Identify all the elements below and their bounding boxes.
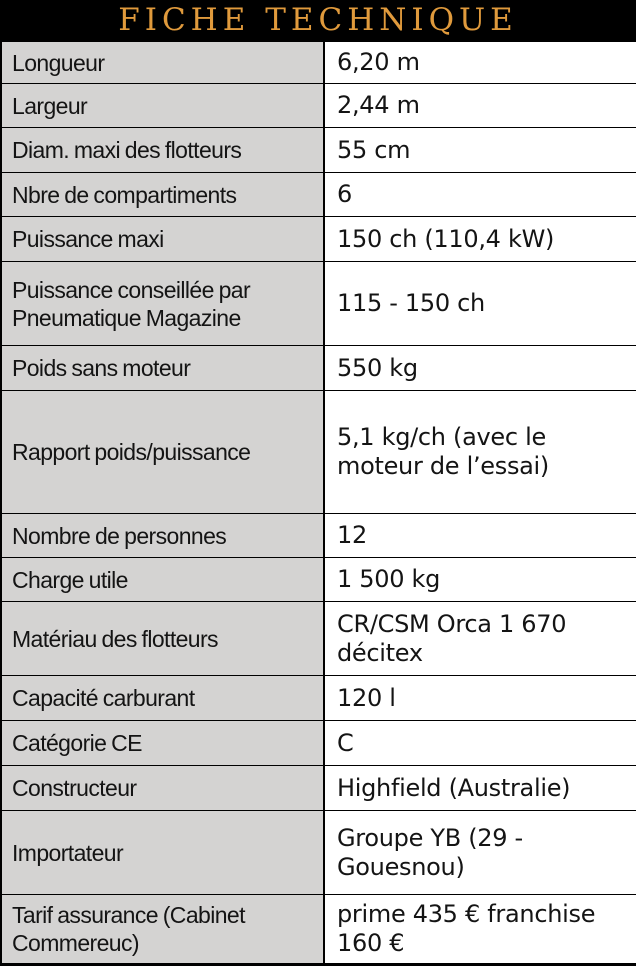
spec-value: 6: [325, 173, 636, 216]
spec-label: Longueur: [2, 42, 325, 83]
spec-label: Constructeur: [2, 766, 325, 810]
spec-label: Largeur: [2, 84, 325, 127]
spec-value: 55 cm: [325, 128, 636, 172]
spec-value: 150 ch (110,4 kW): [325, 217, 636, 261]
spec-label: Rapport poids/puissance: [2, 391, 325, 513]
spec-value: prime 435 € franchise 160 €: [325, 895, 636, 963]
spec-value: Highfield (Australie): [325, 766, 636, 810]
spec-row-categorie: [2, 721, 636, 766]
spec-row-carburant: [2, 676, 636, 721]
spec-row-tarif: [2, 895, 636, 964]
spec-row-compartiments: [2, 173, 636, 217]
spec-value: 2,44 m: [325, 84, 636, 127]
spec-label: Puissance conseillée par Pneumatique Magazine: [2, 262, 325, 345]
spec-value: 1 500 kg: [325, 558, 636, 601]
spec-label: Catégorie CE: [2, 721, 325, 765]
spec-label: Importateur: [2, 811, 325, 894]
spec-value: 120 l: [325, 676, 636, 720]
spec-row-materiau: [2, 602, 636, 676]
spec-value: CR/CSM Orca 1 670 décitex: [325, 602, 636, 675]
spec-value: 550 kg: [325, 346, 636, 390]
spec-row-diametre: [2, 128, 636, 173]
spec-value: C: [325, 721, 636, 765]
spec-label: Nombre de personnes: [2, 514, 325, 557]
sheet-title: FICHE TECHNIQUE: [118, 1, 518, 38]
spec-label: Charge utile: [2, 558, 325, 601]
spec-row-puissance-maxi: [2, 217, 636, 262]
spec-value: Groupe YB (29 - Gouesnou): [325, 811, 636, 894]
spec-label: Poids sans moteur: [2, 346, 325, 390]
header-bar: [0, 0, 636, 40]
spec-row-puissance-conseillee: [2, 262, 636, 346]
spec-label: Nbre de compartiments: [2, 173, 325, 216]
spec-row-longueur: [2, 40, 636, 84]
spec-label: Puissance maxi: [2, 217, 325, 261]
spec-row-importateur: [2, 811, 636, 895]
spec-label: Capacité carburant: [2, 676, 325, 720]
spec-table: [2, 40, 636, 966]
spec-value: 6,20 m: [325, 42, 636, 83]
spec-row-personnes: [2, 514, 636, 558]
spec-label: Diam. maxi des flotteurs: [2, 128, 325, 172]
spec-label: Matériau des flotteurs: [2, 602, 325, 675]
spec-value: 5,1 kg/ch (avec le moteur de l’essai): [325, 391, 636, 513]
spec-value: 12: [325, 514, 636, 557]
spec-row-rapport: [2, 391, 636, 514]
spec-value: 115 - 150 ch: [325, 262, 636, 345]
spec-row-constructeur: [2, 766, 636, 811]
spec-label: Tarif assurance (Cabinet Commereuc): [2, 895, 325, 963]
spec-row-largeur: [2, 84, 636, 128]
spec-row-poids: [2, 346, 636, 391]
spec-row-charge: [2, 558, 636, 602]
